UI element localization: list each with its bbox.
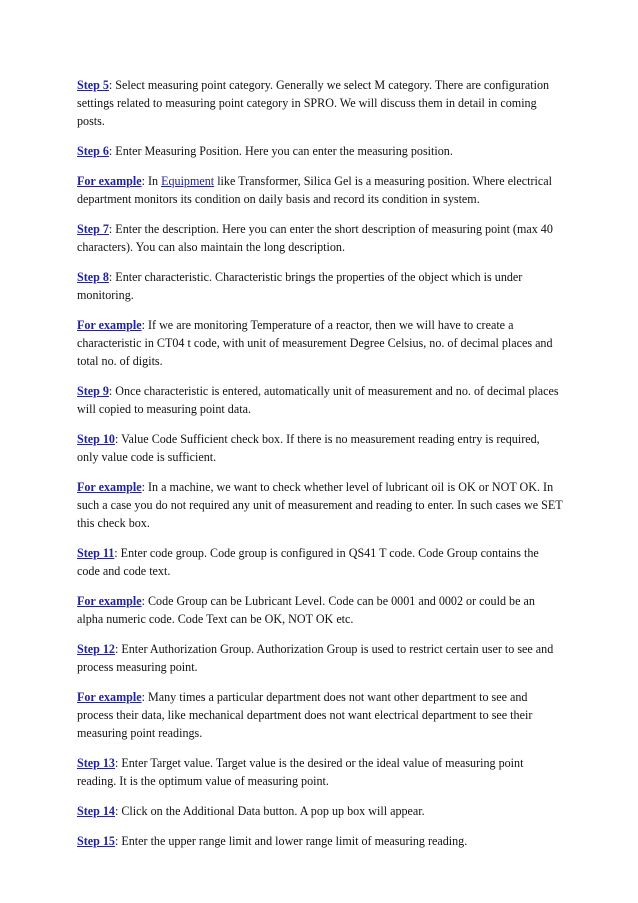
example-4-text: : Code Group can be Lubricant Level. Code can be 0001 and 0002 or could be an alpha numeric code. Code Text can be OK, NOT OK etc. <box>77 594 535 626</box>
step-7-text: : Enter the description. Here you can enter the short description of measuring point (max 40 characters). You can also maintain the long description. <box>77 222 553 254</box>
step-8-label[interactable]: Step 8 <box>77 270 109 284</box>
step-10-text: : Value Code Sufficient check box. If there is no measurement reading entry is required, only value code is sufficient. <box>77 432 540 464</box>
step-11-text: : Enter code group. Code group is configured in QS41 T code. Code Group contains the code and code text. <box>77 546 539 578</box>
paragraph-step-5 <box>77 76 563 130</box>
example-1-text-b: like Transformer, Silica Gel is a measuring position. Where electrical department monitors its condition on daily basis and record its condition in system. <box>77 174 552 206</box>
example-5-text: : Many times a particular department does not want other department to see and process their data, like mechanical department does not want electrical department to see their measuring point readings. <box>77 690 533 740</box>
step-15-text: : Enter the upper range limit and lower range limit of measuring reading. <box>114 834 468 848</box>
paragraph-step-7 <box>77 220 563 256</box>
example-3-text: : In a machine, we want to check whether level of lubricant oil is OK or NOT OK. In such a case you do not required any unit of measurement and reading to enter. In such cases we SET this check box. <box>77 480 563 530</box>
step-14-label[interactable]: Step 14 <box>77 804 115 818</box>
step-6-label[interactable]: Step 6 <box>77 144 109 158</box>
step-9-text: : Once characteristic is entered, automatically unit of measurement and no. of decimal places will copied to measuring point data. <box>77 384 559 416</box>
example-2-text: : If we are monitoring Temperature of a reactor, then we will have to create a characteristic in CT04 t code, with unit of measurement Degree Celsius, no. of decimal places and total no. of digits. <box>77 318 553 368</box>
step-13-text: : Enter Target value. Target value is the desired or the ideal value of measuring point reading. It is the optimum value of measuring point. <box>77 756 524 788</box>
example-2-label[interactable]: For example <box>77 318 142 332</box>
paragraph-example-4 <box>77 592 563 628</box>
example-3-label[interactable]: For example <box>77 480 142 494</box>
step-8-text: : Enter characteristic. Characteristic brings the properties of the object which is under monitoring. <box>77 270 523 302</box>
paragraph-step-11 <box>77 544 563 580</box>
paragraph-example-5 <box>77 688 563 742</box>
paragraph-example-2 <box>77 316 563 370</box>
paragraph-example-1 <box>77 172 563 208</box>
paragraph-step-6 <box>77 142 563 160</box>
example-1-label[interactable]: For example <box>77 174 142 188</box>
step-15-label[interactable]: Step 15 <box>77 834 115 848</box>
paragraph-step-14 <box>77 802 563 820</box>
equipment-link[interactable]: Equipment <box>161 174 215 188</box>
paragraph-example-3 <box>77 478 563 532</box>
example-4-label[interactable]: For example <box>77 594 142 608</box>
step-11-label[interactable]: Step 11 <box>77 546 115 560</box>
paragraph-step-12 <box>77 640 563 676</box>
example-1-text-a: : In <box>141 174 162 188</box>
paragraph-step-8 <box>77 268 563 304</box>
example-5-label[interactable]: For example <box>77 690 142 704</box>
document-body <box>77 76 563 862</box>
step-5-text: : Select measuring point category. Generally we select M category. There are configuration settings related to measuring point category in SPRO. We will discuss them in detail in coming posts. <box>77 78 550 128</box>
step-10-label[interactable]: Step 10 <box>77 432 115 446</box>
paragraph-step-10 <box>77 430 563 466</box>
paragraph-step-9 <box>77 382 563 418</box>
paragraph-step-15 <box>77 832 563 850</box>
step-13-label[interactable]: Step 13 <box>77 756 115 770</box>
step-14-text: : Click on the Additional Data button. A pop up box will appear. <box>114 804 425 818</box>
step-12-text: : Enter Authorization Group. Authorization Group is used to restrict certain user to see and process measuring point. <box>77 642 554 674</box>
step-9-label[interactable]: Step 9 <box>77 384 109 398</box>
step-5-label[interactable]: Step 5 <box>77 78 109 92</box>
step-6-text: : Enter Measuring Position. Here you can enter the measuring position. <box>108 144 453 158</box>
step-12-label[interactable]: Step 12 <box>77 642 115 656</box>
step-7-label[interactable]: Step 7 <box>77 222 109 236</box>
paragraph-step-13 <box>77 754 563 790</box>
